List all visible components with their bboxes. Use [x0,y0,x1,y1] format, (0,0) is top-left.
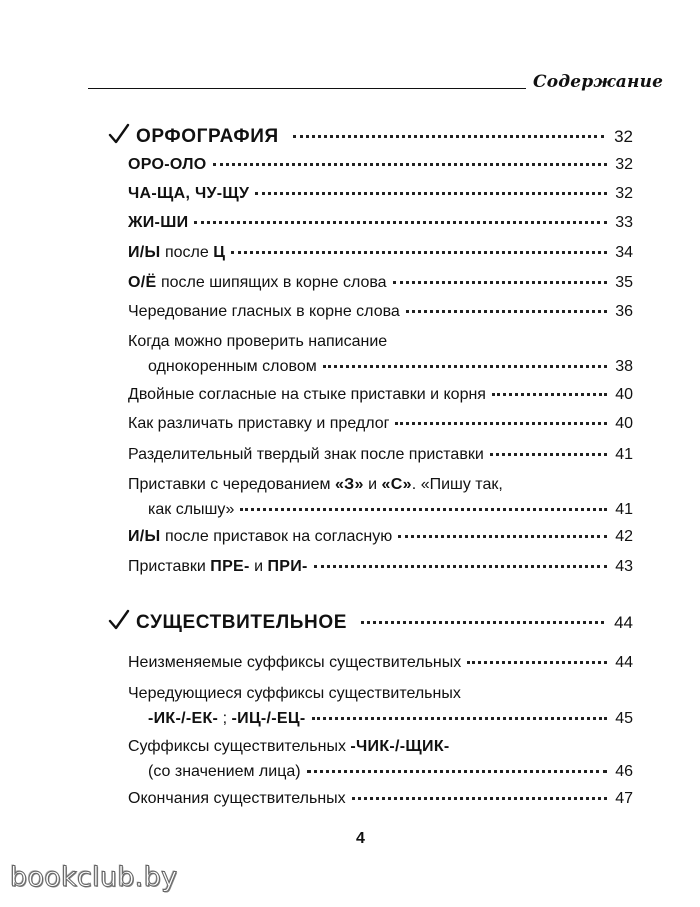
entry-text: Разделительный твердый знак после приставки [128,446,484,463]
entry-text-line2 [128,708,306,730]
entry-text: Чередование гласных в корне слова [128,303,400,320]
dot-leader [398,535,607,538]
entry-page: 45 [615,710,633,727]
dot-leader [240,508,607,511]
entry-page: 33 [615,214,633,231]
entry-text: ЧА-ЩА, ЧУ-ЩУ [128,185,250,202]
dot-leader [406,310,607,313]
entry-page: 42 [615,528,633,545]
dot-leader [323,365,607,368]
toc-entry[interactable] [128,212,633,234]
toc-entry[interactable] [128,183,633,205]
entry-page: 36 [615,303,633,320]
entry-page: 35 [615,274,633,291]
entry-text: И/Ы [128,244,161,261]
entry-page: 46 [615,763,633,780]
section-heading-noun[interactable] [108,606,633,636]
section-page: 32 [614,127,633,146]
dot-leader [231,251,607,254]
entry-text: -ЧИК-/-ЩИК- [350,738,450,755]
entry-text-line1 [128,474,503,496]
dot-leader [307,770,608,773]
entry-text: и [363,476,382,493]
checkmark-icon [108,609,130,631]
entry-text: -ИК-/-ЕК- [148,710,219,727]
entry-text: ЖИ-ШИ [128,214,189,231]
entry-text-line1: Чередующиеся суффиксы существительных [128,685,461,702]
toc-entry[interactable] [128,788,633,810]
entry-text: после шипящих в корне слова [156,274,387,291]
dot-leader [490,453,607,456]
entry-text-line2: однокоренным словом [148,358,317,375]
toc-entry[interactable] [128,526,633,548]
entry-text: «З» [334,476,364,493]
entry-text: Ц [213,244,226,261]
dot-leader [194,221,607,224]
checkmark-icon [108,123,130,145]
dot-leader [492,393,607,396]
entry-text: и [249,558,268,575]
watermark: bookclub.by [10,862,178,893]
entry-text: Приставки [128,558,211,575]
entry-text: Окончания существительных [128,790,346,807]
entry-text-line2: как слышу» [148,501,235,518]
dot-leader [213,163,608,166]
header-rule [88,88,526,89]
toc-entry[interactable] [128,736,633,786]
entry-text-line2: (со значением лица) [148,763,301,780]
toc-entry[interactable] [128,474,633,524]
toc-entry[interactable] [128,154,633,176]
entry-page: 41 [615,446,633,463]
entry-text: И/Ы [128,528,161,545]
entry-page: 40 [615,415,633,432]
entry-page: 44 [615,654,633,671]
toc-entry[interactable] [128,242,633,264]
entry-page: 34 [615,244,633,261]
toc-entry[interactable] [128,331,633,381]
entry-text: после приставок на согласную [160,528,393,545]
dot-leader [314,565,608,568]
entry-text: Приставки с чередованием [128,476,335,493]
entry-page: 32 [615,185,633,202]
entry-page: 41 [615,501,633,518]
dot-leader [312,717,608,720]
dot-leader [393,281,608,284]
dot-leader [255,192,607,195]
toc-entry[interactable] [128,413,633,435]
dot-leader [467,661,607,664]
entry-page: 43 [615,558,633,575]
toc-entry[interactable] [128,384,633,406]
entry-text: -ИЦ-/-ЕЦ- [231,710,306,727]
dot-leader [352,797,608,800]
section-title: СУЩЕСТВИТЕЛЬНОЕ [136,612,347,633]
toc-entry[interactable] [128,272,633,294]
toc-entry[interactable] [128,301,633,323]
toc-entry[interactable] [128,556,633,578]
entry-page: 47 [615,790,633,807]
entry-text: Как различать приставку и предлог [128,415,390,432]
entry-text-line1 [128,736,450,758]
running-header-title: Содержание [533,72,664,92]
dot-leader [361,621,604,624]
entry-text: Двойные согласные на стыке приставки и корня [128,386,486,403]
section-heading-orthography[interactable] [108,120,633,150]
page-number: 4 [356,830,365,847]
entry-text: ПРИ- [267,558,308,575]
entry-page: 40 [615,386,633,403]
entry-text: ПРЕ- [210,558,250,575]
entry-page: 38 [615,358,633,375]
toc-entry[interactable] [128,683,633,733]
dot-leader [293,135,604,138]
entry-text-line1: Когда можно проверить написание [128,333,388,350]
toc-entry[interactable] [128,652,633,674]
entry-text: Неизменяемые суффиксы существительных [128,654,462,671]
section-title: ОРФОГРАФИЯ [136,126,279,147]
entry-text: после [160,244,214,261]
entry-page: 32 [615,156,633,173]
entry-text: О/Ё [128,274,157,291]
dot-leader [395,422,607,425]
toc-entry[interactable] [128,444,633,466]
entry-text: «С» [381,476,412,493]
entry-text: . «Пишу так, [411,476,503,493]
entry-text: ; [218,710,232,727]
section-page: 44 [614,613,633,632]
entry-text: Суффиксы существительных [128,738,351,755]
entry-text: ОРО-ОЛО [128,156,207,173]
